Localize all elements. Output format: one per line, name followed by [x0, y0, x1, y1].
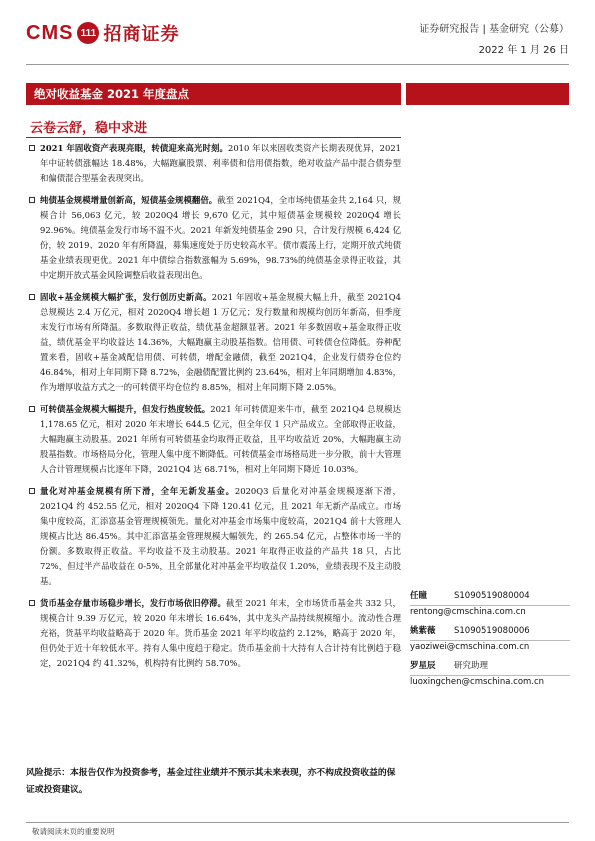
sidebar-header-bar	[406, 83, 569, 105]
report-title: 绝对收益基金 2021 年度盘点	[26, 83, 401, 105]
paragraph-lead: 纯债基金规模增量创新高，短债基金规模翻倍。	[40, 195, 218, 205]
paragraph-text: 2010 年以来固收类资产长期表现优异，2021 年中证转债涨幅达 18.48%，大幅跑赢股票、利率债和信用债指数，绝对收益产品中混合债券型和偏债混合型基金表现突出。	[40, 143, 401, 183]
paragraph-lead: 货币基金存量市场稳步增长，发行市场依旧停滞。	[40, 598, 226, 608]
report-date: 2022 年 1 月 26 日	[478, 45, 569, 56]
footer-note: 敬请阅读末页的重要说明	[32, 827, 115, 836]
report-subtitle: 云卷云舒，稳中求进	[30, 121, 148, 136]
paragraph-text: 2021 年可转债迎来牛市，截至 2021Q4 总规模达 1,178.65 亿元，相对 2020 年末增长 644.5 亿元，但全年仅 1 只产品成立。全部取得正收益，大幅跑赢主动股基。2021 年所有可转债基金均取得正收益，且平均收益近 20%，大幅跑赢主动股基指数。市场格局分化，管理人集中度不断降低。可转债基金市场格局进一步分散，前十大管理人合计管理规模占比逐年下降，2021Q4 达 68.71%，相对上年同期下降近 10.03%。	[40, 404, 402, 474]
paragraph-text: 截至 2021 年末，全市场货币基金共 332 只，规模合计 9.39 万亿元，较 2020 年末增长 16.64%，其中龙头产品持续规模缩小。流动性合理充裕，货基平均收益略高于 2020 年。货币基金 2021 年平均收益约 2.12%，略高于 2020 年，但仍处于近十年较低水平。持有人集中度趋于稳定。货币基金前十大持有人合计持有比例趋于稳定，2021Q4 约 41.32%，机构持有比例约 58.70%。	[40, 598, 401, 668]
analyst-email[interactable]: rentong@cmschina.com.cn	[410, 607, 526, 617]
summary-paragraph	[26, 402, 401, 477]
risk-warning: 风险提示：本报告仅作为投资参考，基金过往业绩并不预示其未来表现，亦不构成投资收益的保证或投资建议。	[26, 768, 396, 795]
paragraph-lead: 量化对冲基金规模有所下滑，全年无新发基金。	[40, 486, 235, 496]
analyst-name: 姚紫薇	[410, 626, 436, 636]
summary-paragraph	[26, 193, 401, 283]
paragraph-lead: 固收+基金规模大幅扩张，发行创历史新高。	[40, 292, 212, 302]
analyst-email[interactable]: yaoziwei@cmschina.com.cn	[410, 642, 530, 652]
analyst-entry	[410, 625, 570, 654]
analyst-id: S1090519080006	[454, 626, 530, 636]
summary-paragraph	[26, 141, 401, 186]
paragraph-text: 截至 2021Q4，全市场纯债基金共 2,164 只，规模合计 56,063 亿元，较 2020Q4 增长 9,670 亿元，其中短债基金规模较 2020Q4 增长 92.96%。纯债基金发行市场不温不火。2021 年新发纯债基金 290 只，合计发行规模 6,424 亿份，较 2019、2020 年有所降温，募集速度处于历史较高水平。债市震荡上行，定期开放式纯债基金业绩表现更优。2021 年中债综合指数涨幅为 5.69%，98.73%的纯债基金录得正收益，其中定期开放式基金风险调整后收益表现出色。	[40, 195, 401, 280]
company-logo	[26, 20, 179, 46]
checkbox-bullet-icon	[29, 406, 35, 412]
subtitle-divider	[26, 137, 401, 138]
checkbox-bullet-icon	[29, 197, 35, 203]
checkbox-bullet-icon	[29, 294, 35, 300]
report-type: 证券研究报告 | 基金研究（公募）	[419, 24, 569, 35]
summary-body	[26, 141, 401, 678]
analyst-list	[410, 590, 570, 695]
paragraph-lead: 2021 年固收资产表现亮眼，转债迎来高光时刻。	[40, 143, 228, 153]
summary-paragraph	[26, 596, 401, 671]
paragraph-text: 2021 年固收+基金规模大幅上升，截至 2021Q4 总规模达 2.4 万亿元，相对 2020Q4 增长超 1 万亿元；发行数量和规模均创历年新高，但季度末发行市场有所降温。多数取得正收益，绩优基金超额显著。2021 年多数固收+基金取得正收益，绩优基金平均收益达 14.36%，大幅跑赢主动股基指数。信用债、可转债仓位降低。券种配置来看，固收+基金减配信用债、可转债，增配金融债，截至 2021Q4，企业发行债券仓位约 46.84%，相对上年同期下降 8.72%，金融债配置比例约 23.64%，相对上年同期增加 4.83%，作为增厚收益方式之一的可转债平均仓位约 8.85%，相对上年同期下降 2.05%。	[40, 292, 401, 392]
checkbox-bullet-icon	[29, 145, 35, 151]
paragraph-text: 2020Q3 后量化对冲基金规模逐渐下滑，2021Q4 约 452.55 亿元，相对 2020Q4 下降 120.41 亿元，且 2021 年无新产品成立。市场集中度较高，汇添富基金管理规模领先。量化对冲基金市场集中度较高，2021Q4 前十大管理人规模占比达 86.45%。其中汇添富基金管理规模大幅领先，约 265.54 亿元，占整体市场一半的份额。多数取得正收益。平均收益不及主动股基。2021 年取得正收益的产品共 18 只，占比 72%，但过半产品收益在 0-5%，且全部量化对冲基金平均收益仅 1.20%，业绩表现不及主动股基。	[40, 486, 402, 586]
checkbox-bullet-icon	[29, 488, 35, 494]
header-divider	[26, 64, 569, 65]
analyst-name: 罗星辰	[410, 661, 436, 671]
logo-badge-icon: 111	[77, 22, 99, 44]
analyst-entry	[410, 660, 570, 689]
analyst-email[interactable]: luoxingchen@cmschina.com.cn	[410, 677, 545, 687]
analyst-name: 任瞳	[410, 591, 428, 601]
report-meta	[419, 20, 569, 62]
logo-chinese-text: 招商证券	[103, 24, 180, 45]
logo-cms-text: CMS	[26, 21, 74, 44]
summary-paragraph	[26, 484, 401, 589]
analyst-id: S1090519080004	[454, 591, 530, 601]
analyst-id: 研究助理	[454, 661, 489, 671]
paragraph-lead: 可转债基金规模大幅提升，但发行热度较低。	[40, 404, 211, 414]
summary-paragraph	[26, 290, 401, 395]
analyst-entry	[410, 590, 570, 619]
footer-divider	[26, 822, 569, 823]
checkbox-bullet-icon	[29, 600, 35, 606]
